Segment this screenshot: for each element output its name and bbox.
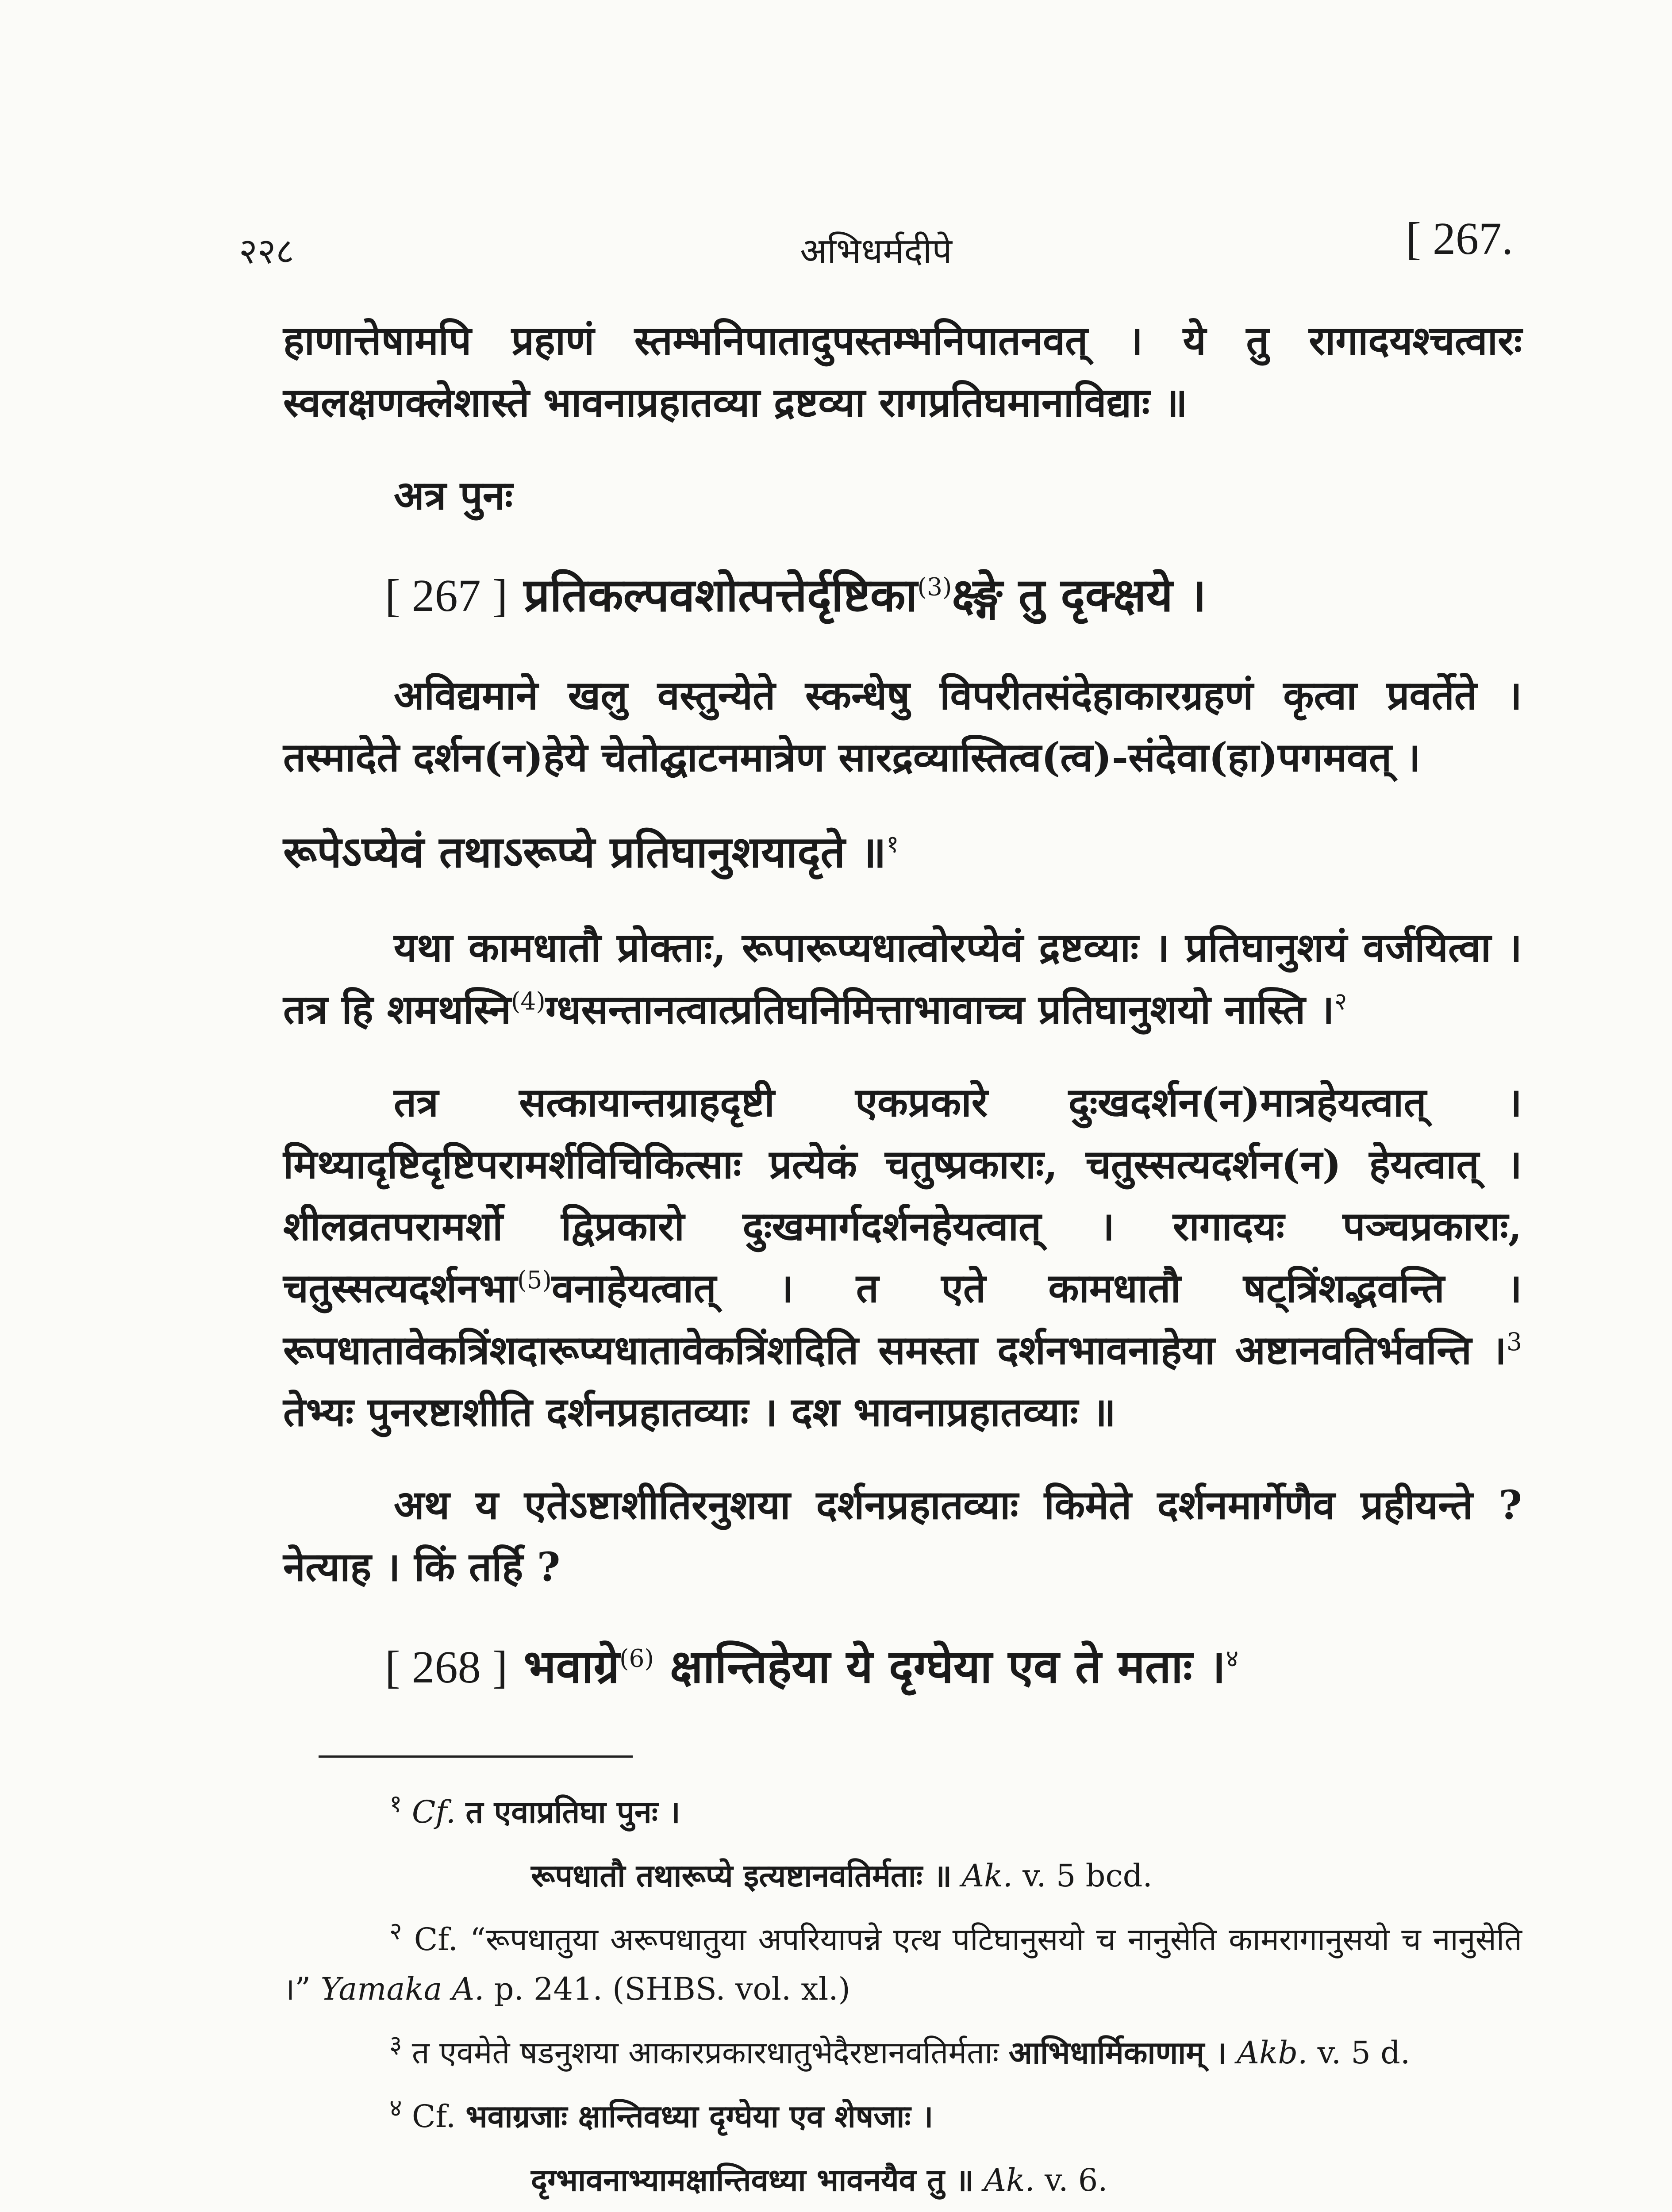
footnote-ref: ४ bbox=[1226, 1644, 1239, 1673]
footnote-4-line2 bbox=[283, 2155, 1522, 2205]
editorial-mark: (3) bbox=[917, 572, 952, 601]
verse-text: क्ष्ङ्गे तु दृक्क्षये । bbox=[952, 568, 1207, 622]
paragraph-text: तेभ्यः पुनरष्टाशीति दर्शनप्रहातव्याः । दश भावनाप्रहातव्याः ॥ bbox=[283, 1389, 1116, 1436]
footnote-location: v. 5 d. bbox=[1317, 2035, 1411, 2071]
footnote-ref: १ bbox=[886, 830, 899, 858]
footnote-1-line2 bbox=[283, 1851, 1522, 1901]
footnote-marker: ४ bbox=[389, 2093, 402, 2122]
section-intro: अत्र पुनः bbox=[394, 472, 513, 519]
footnote-2 bbox=[283, 1915, 1522, 2014]
paragraph-text: ग्धसन्तानत्वात्प्रतिघनिमित्ताभावाच्च प्रतिघानुशयो नास्ति । bbox=[545, 986, 1334, 1033]
paragraph bbox=[283, 1071, 1522, 1443]
footnote-cf: Cf. bbox=[411, 1794, 456, 1830]
footnote-source: Ak. bbox=[984, 2162, 1035, 2198]
running-title: अभिधर्मदीपे bbox=[800, 230, 952, 272]
verse-number: [ 267 ] bbox=[385, 570, 508, 621]
footnote-marker: २ bbox=[389, 1916, 402, 1945]
footnote-1 bbox=[283, 1787, 1522, 1837]
paragraph: हाणात्तेषामपि प्रहाणं स्तम्भनिपातादुपस्तम्भनिपातनवत् । ये तु रागादयश्चत्वारः स्वलक्षणक्लेशास्ते भावनाप्रहातव्या द्रष्टव्या रागप्रतिघमानाविद्याः ॥ bbox=[283, 317, 1522, 426]
page-number: २२८ bbox=[239, 230, 294, 272]
paragraph-text: वनाहेयत्वात् । त एते कामधातौ षट्त्रिंशद्भवन्ति । रूपधातावेकत्रिंशदारूप्यधातावेकत्रिंशदिति समस्ता दर्शनभावनाहेया अष्टानवतिर्भवन्ति । bbox=[283, 1265, 1522, 1374]
footnotes bbox=[283, 1787, 1522, 2212]
editorial-mark: (6) bbox=[619, 1644, 654, 1673]
footnote-text: त एवाप्रतिघा पुनः । bbox=[465, 1793, 680, 1830]
footnote-text: दृग्भावनाभ्यामक्षान्तिवध्या भावनयैव तु ॥ bbox=[531, 2162, 974, 2198]
editorial-mark: (4) bbox=[511, 987, 546, 1015]
verse-reference: [ 267. bbox=[1406, 213, 1513, 264]
half-verse bbox=[283, 819, 1522, 886]
footnote-cf: Cf. bbox=[411, 2098, 456, 2135]
page-header bbox=[239, 213, 1513, 279]
footnote-location: v. 6. bbox=[1045, 2162, 1108, 2198]
paragraph-text: यथा कामधातौ प्रोक्ताः, रूपारूप्यधात्वोरप्येवं द्रष्टव्याः । प्रतिघानुशयं वर्जयित्वा । तत्र हि शमथस्नि bbox=[283, 924, 1522, 1033]
footnote-text: भवाग्रजाः क्षान्तिवध्या दृग्घेया एव शेषजाः । bbox=[465, 2098, 934, 2135]
footnote-text: रूपधातौ तथारूप्ये इत्यष्टानवतिर्मताः ॥ bbox=[531, 1857, 952, 1894]
verse-268 bbox=[283, 1629, 1522, 1705]
footnote-ref: २ bbox=[1334, 987, 1347, 1015]
paragraph-text: तत्र सत्कायान्तग्राहदृष्टी एकप्रकारे दुःखदर्शन(न)मात्रहेयत्वात् । मिथ्यादृष्टिदृष्टिपरामर्शविचिकित्साः प्रत्येकं चतुष्प्रकाराः, चतुस्सत्यदर्शन(न) हेयत्वात् । शीलव्रतपरामर्शो द्विप्रकारो दुःखमार्गदर्शनहेयत्वात् । रागादयः पञ्चप्रकाराः, चतुस्सत्यदर्शनभा bbox=[283, 1079, 1522, 1312]
footnote-3 bbox=[283, 2028, 1522, 2078]
footnote-source: Ak. bbox=[961, 1858, 1013, 1894]
footnote-source: Yamaka A. bbox=[320, 1971, 484, 2007]
verse-number: [ 268 ] bbox=[385, 1642, 508, 1693]
footnote-ref: 3 bbox=[1507, 1328, 1522, 1356]
footnote-marker: ३ bbox=[389, 2030, 402, 2058]
main-text bbox=[283, 310, 1522, 1736]
verse-text: प्रतिकल्पवशोत्पत्तेर्दृष्टिका bbox=[523, 568, 918, 622]
footnote-marker: १ bbox=[389, 1789, 402, 1818]
verse-267 bbox=[283, 557, 1522, 634]
footnote-source: Akb. bbox=[1237, 2035, 1308, 2071]
verse-text: क्षान्तिहेया ये दृग्घेया एव ते मताः । bbox=[653, 1639, 1226, 1694]
footnote-text: “रूपधातुया अरूपधातुया अपरियापन्ने एत्थ पटिघानुसयो च नानुसेति कामरागानुसयो च नानुसेति ।” bbox=[283, 1921, 1522, 2007]
footnote-text: त एवमेते षडनुशया आकारप्रकारधातुभेदैरष्टानवतिर्मताः bbox=[411, 2035, 999, 2071]
verse-text: रूपेऽप्येवं तथाऽरूप्ये प्रतिघानुशयादृते ॥ bbox=[283, 827, 887, 878]
footnote-text: आभिधार्मिकाणाम् । bbox=[1008, 2034, 1227, 2071]
footnote-location: v. 5 bcd. bbox=[1022, 1858, 1153, 1894]
footnote-4 bbox=[283, 2092, 1522, 2141]
footnote-divider bbox=[319, 1755, 633, 1758]
verse-text: भवाग्रे bbox=[523, 1639, 620, 1694]
footnote-cf: Cf. bbox=[414, 1921, 458, 1958]
paragraph bbox=[283, 917, 1522, 1041]
editorial-mark: (5) bbox=[517, 1266, 552, 1294]
paragraph: अविद्यमाने खलु वस्तुन्येते स्कन्धेषु विपरीतसंदेहाकारग्रहणं कृत्वा प्रवर्तेते । तस्मादेते दर्शन(न)हेये चेतोद्घाटनमात्रेण सारद्रव्यास्तित्व(त्व)-संदेवा(हा)पगमवत् । bbox=[283, 672, 1522, 781]
paragraph: अथ य एतेऽष्टाशीतिरनुशया दर्शनप्रहातव्याः किमेते दर्शनमार्गेणैव प्रहीयन्ते ? नेत्याह । किं तर्हि ? bbox=[283, 1482, 1522, 1590]
footnote-location: p. 241. (SHBS. vol. xl.) bbox=[494, 1971, 850, 2007]
